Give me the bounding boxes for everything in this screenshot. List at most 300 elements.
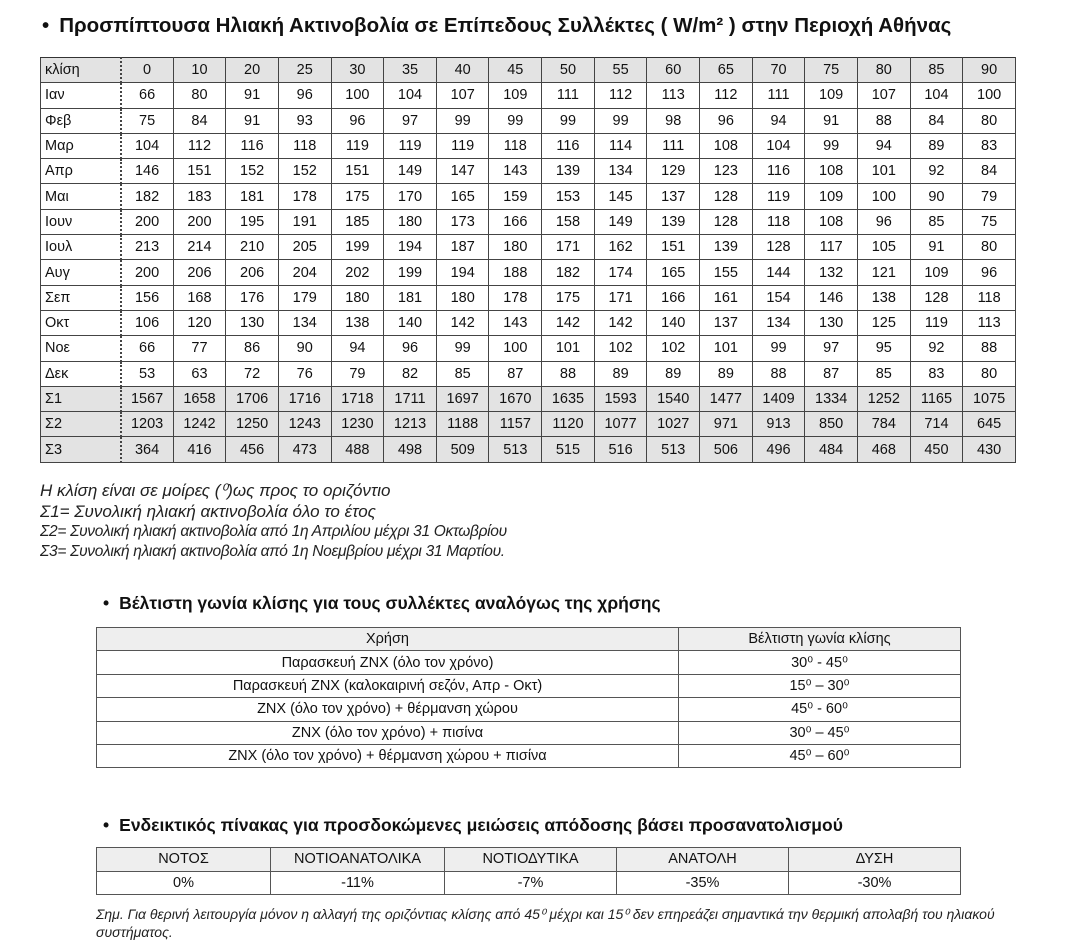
irradiance-cell: 134	[752, 310, 805, 335]
irradiance-cell: 96	[278, 83, 331, 108]
irradiance-cell: 85	[857, 361, 910, 386]
irradiance-cell: 509	[436, 437, 489, 462]
row-label: κλίση	[41, 58, 121, 83]
irradiance-cell: 96	[331, 108, 384, 133]
irradiance-cell: 116	[752, 159, 805, 184]
irradiance-cell: 178	[278, 184, 331, 209]
irradiance-cell: 149	[594, 209, 647, 234]
irradiance-cell: 77	[173, 336, 226, 361]
irradiance-cell: 116	[226, 133, 279, 158]
irradiance-cell: 1716	[278, 386, 331, 411]
irradiance-cell: 165	[647, 260, 700, 285]
irradiance-cell: 88	[752, 361, 805, 386]
irradiance-cell: 129	[647, 159, 700, 184]
irradiance-cell: 80	[173, 83, 226, 108]
irradiance-cell: 123	[700, 159, 753, 184]
sum-row	[41, 412, 1016, 437]
heading-optimal-angle-text: Βέλτιστη γωνία κλίσης για τους συλλέκτες αναλόγως της χρήσης	[119, 593, 661, 613]
irradiance-cell: 79	[331, 361, 384, 386]
irradiance-cell: 113	[647, 83, 700, 108]
irradiance-cell: 154	[752, 285, 805, 310]
irradiance-cell: 140	[384, 310, 437, 335]
table-row	[41, 285, 1016, 310]
table-row	[97, 871, 961, 895]
irradiance-cell: 152	[278, 159, 331, 184]
row-label: Ιουλ	[41, 235, 121, 260]
table-row	[41, 83, 1016, 108]
irradiance-cell: 714	[910, 412, 963, 437]
irradiance-cell: 109	[489, 83, 542, 108]
row-label: Φεβ	[41, 108, 121, 133]
irradiance-cell: 1670	[489, 386, 542, 411]
irradiance-cell: 1540	[647, 386, 700, 411]
irradiance-cell: 850	[805, 412, 858, 437]
irradiance-cell: 181	[384, 285, 437, 310]
irradiance-cell: 181	[226, 184, 279, 209]
irradiance-cell: 175	[542, 285, 595, 310]
irradiance-cell: 210	[226, 235, 279, 260]
irradiance-cell: 91	[910, 235, 963, 260]
irradiance-cell: 125	[857, 310, 910, 335]
irradiance-cell: 1706	[226, 386, 279, 411]
irradiance-cell: 175	[331, 184, 384, 209]
irradiance-cell: 94	[331, 336, 384, 361]
table-row	[41, 159, 1016, 184]
irradiance-cell: 161	[700, 285, 753, 310]
angle-cell: 45⁰ – 60⁰	[679, 744, 961, 767]
irradiance-cell: 84	[963, 159, 1016, 184]
irradiance-cell: 89	[910, 133, 963, 158]
irradiance-cell: 200	[173, 209, 226, 234]
note-sum1: Σ1= Συνολική ηλιακή ακτινοβολία όλο το έτος	[40, 502, 376, 521]
irradiance-cell: 104	[910, 83, 963, 108]
table-row	[97, 744, 961, 767]
row-label: Οκτ	[41, 310, 121, 335]
irradiance-cell: 99	[436, 108, 489, 133]
irradiance-cell: 102	[594, 336, 647, 361]
table-row	[97, 674, 961, 697]
irradiance-cell: 89	[594, 361, 647, 386]
irradiance-cell: 180	[384, 209, 437, 234]
row-label: Αυγ	[41, 260, 121, 285]
irradiance-cell: 119	[436, 133, 489, 158]
irradiance-cell: 86	[226, 336, 279, 361]
irradiance-cell: 63	[173, 361, 226, 386]
irradiance-cell: 145	[594, 184, 647, 209]
irradiance-cell: 165	[436, 184, 489, 209]
irradiance-cell: 108	[805, 209, 858, 234]
irradiance-cell: 202	[331, 260, 384, 285]
irradiance-cell: 784	[857, 412, 910, 437]
irradiance-cell: 53	[121, 361, 174, 386]
sum-row	[41, 386, 1016, 411]
row-label: Σεπ	[41, 285, 121, 310]
irradiance-cell: 112	[700, 83, 753, 108]
irradiance-cell: 1075	[963, 386, 1016, 411]
irradiance-cell: 142	[436, 310, 489, 335]
irradiance-cell: 149	[384, 159, 437, 184]
tilt-angle-header: 90	[963, 58, 1016, 83]
irradiance-cell: 119	[331, 133, 384, 158]
tilt-angle-header: 50	[542, 58, 595, 83]
sum-row	[41, 437, 1016, 462]
irradiance-cell: 82	[384, 361, 437, 386]
irradiance-cell: 200	[121, 260, 174, 285]
irradiance-cell: 143	[489, 310, 542, 335]
irradiance-cell: 80	[963, 361, 1016, 386]
tilt-angle-header: 25	[278, 58, 331, 83]
irradiance-cell: 138	[331, 310, 384, 335]
irradiance-cell: 199	[331, 235, 384, 260]
irradiance-cell: 76	[278, 361, 331, 386]
tilt-angle-header: 40	[436, 58, 489, 83]
irradiance-cell: 88	[857, 108, 910, 133]
irradiance-cell: 1334	[805, 386, 858, 411]
table-header-row	[97, 848, 961, 872]
irradiance-cell: 114	[594, 133, 647, 158]
irradiance-cell: 151	[173, 159, 226, 184]
irradiance-cell: 66	[121, 83, 174, 108]
irradiance-cell: 166	[647, 285, 700, 310]
irradiance-cell: 1157	[489, 412, 542, 437]
irradiance-cell: 99	[436, 336, 489, 361]
tilt-angle-header: 70	[752, 58, 805, 83]
irradiance-cell: 119	[752, 184, 805, 209]
irradiance-cell: 1567	[121, 386, 174, 411]
irradiance-notes	[40, 480, 507, 562]
table-row	[41, 235, 1016, 260]
irradiance-cell: 171	[594, 285, 647, 310]
irradiance-cell: 80	[963, 235, 1016, 260]
use-cell: Παρασκευή ΖΝΧ (όλο τον χρόνο)	[97, 651, 679, 674]
use-cell: ΖΝΧ (όλο τον χρόνο) + πισίνα	[97, 721, 679, 744]
irradiance-cell: 94	[752, 108, 805, 133]
tilt-angle-header: 75	[805, 58, 858, 83]
value-east: -35%	[617, 871, 789, 895]
irradiance-cell: 84	[910, 108, 963, 133]
angle-cell: 45⁰ - 60⁰	[679, 698, 961, 721]
irradiance-cell: 162	[594, 235, 647, 260]
irradiance-cell: 128	[752, 235, 805, 260]
angle-cell: 15⁰ – 30⁰	[679, 674, 961, 697]
irradiance-cell: 118	[489, 133, 542, 158]
irradiance-cell: 139	[700, 235, 753, 260]
irradiance-cell: 187	[436, 235, 489, 260]
bullet: •	[42, 14, 50, 37]
value-southeast: -11%	[271, 871, 445, 895]
irradiance-cell: 147	[436, 159, 489, 184]
table-header-row	[41, 58, 1016, 83]
irradiance-cell: 104	[752, 133, 805, 158]
irradiance-cell: 142	[542, 310, 595, 335]
irradiance-cell: 473	[278, 437, 331, 462]
irradiance-cell: 97	[384, 108, 437, 133]
irradiance-cell: 101	[857, 159, 910, 184]
table-row	[41, 260, 1016, 285]
irradiance-cell: 188	[489, 260, 542, 285]
irradiance-cell: 496	[752, 437, 805, 462]
header-southeast: ΝΟΤΙΟΑΝΑΤΟΛΙΚΑ	[271, 848, 445, 872]
irradiance-cell: 1230	[331, 412, 384, 437]
use-cell: Παρασκευή ΖΝΧ (καλοκαιρινή σεζόν, Απρ - Οκτ)	[97, 674, 679, 697]
header-use: Χρήση	[97, 628, 679, 651]
irradiance-cell: 119	[384, 133, 437, 158]
table-row	[97, 698, 961, 721]
irradiance-cell: 118	[963, 285, 1016, 310]
irradiance-cell: 176	[226, 285, 279, 310]
irradiance-cell: 113	[963, 310, 1016, 335]
irradiance-cell: 1252	[857, 386, 910, 411]
irradiance-cell: 94	[857, 133, 910, 158]
irradiance-cell: 111	[542, 83, 595, 108]
irradiance-cell: 75	[121, 108, 174, 133]
row-label: Απρ	[41, 159, 121, 184]
irradiance-cell: 194	[436, 260, 489, 285]
irradiance-cell: 156	[121, 285, 174, 310]
irradiance-cell: 199	[384, 260, 437, 285]
irradiance-cell: 100	[857, 184, 910, 209]
irradiance-cell: 143	[489, 159, 542, 184]
irradiance-cell: 506	[700, 437, 753, 462]
irradiance-cell: 182	[542, 260, 595, 285]
header-east: ΑΝΑΤΟΛΗ	[617, 848, 789, 872]
irradiance-cell: 92	[910, 159, 963, 184]
irradiance-cell: 91	[226, 83, 279, 108]
tilt-angle-header: 85	[910, 58, 963, 83]
irradiance-cell: 84	[173, 108, 226, 133]
tilt-angle-header: 65	[700, 58, 753, 83]
irradiance-cell: 913	[752, 412, 805, 437]
irradiance-cell: 1213	[384, 412, 437, 437]
orientation-losses-table	[96, 847, 961, 895]
irradiance-cell: 971	[700, 412, 753, 437]
irradiance-cell: 100	[331, 83, 384, 108]
tilt-angle-header: 10	[173, 58, 226, 83]
irradiance-cell: 178	[489, 285, 542, 310]
irradiance-cell: 174	[594, 260, 647, 285]
header-optimal-angle: Βέλτιστη γωνία κλίσης	[679, 628, 961, 651]
use-cell: ΖΝΧ (όλο τον χρόνο) + θέρμανση χώρου + πισίνα	[97, 744, 679, 767]
irradiance-cell: 132	[805, 260, 858, 285]
irradiance-cell: 1165	[910, 386, 963, 411]
irradiance-cell: 179	[278, 285, 331, 310]
note-tilt-degrees: Η κλίση είναι σε μοίρες (⁰)ως προς το οριζόντιο	[40, 481, 391, 500]
irradiance-cell: 137	[700, 310, 753, 335]
irradiance-cell: 1027	[647, 412, 700, 437]
irradiance-cell: 128	[700, 184, 753, 209]
irradiance-cell: 144	[752, 260, 805, 285]
irradiance-cell: 430	[963, 437, 1016, 462]
irradiance-cell: 191	[278, 209, 331, 234]
bullet: •	[103, 593, 110, 613]
header-south: ΝΟΤΟΣ	[97, 848, 271, 872]
irradiance-cell: 1203	[121, 412, 174, 437]
irradiance-cell: 93	[278, 108, 331, 133]
irradiance-cell: 80	[963, 108, 1016, 133]
irradiance-cell: 1718	[331, 386, 384, 411]
irradiance-cell: 166	[489, 209, 542, 234]
irradiance-cell: 116	[542, 133, 595, 158]
optimal-angle-table	[96, 627, 961, 768]
irradiance-cell: 1120	[542, 412, 595, 437]
irradiance-cell: 97	[805, 336, 858, 361]
header-west: ΔΥΣΗ	[789, 848, 961, 872]
irradiance-cell: 151	[331, 159, 384, 184]
irradiance-cell: 183	[173, 184, 226, 209]
table-row	[41, 310, 1016, 335]
tilt-angle-header: 20	[226, 58, 279, 83]
irradiance-cell: 180	[436, 285, 489, 310]
irradiance-cell: 155	[700, 260, 753, 285]
irradiance-cell: 107	[436, 83, 489, 108]
value-west: -30%	[789, 871, 961, 895]
irradiance-cell: 102	[647, 336, 700, 361]
irradiance-cell: 83	[963, 133, 1016, 158]
table-header-row	[97, 628, 961, 651]
irradiance-cell: 91	[805, 108, 858, 133]
irradiance-cell: 416	[173, 437, 226, 462]
irradiance-cell: 515	[542, 437, 595, 462]
irradiance-cell: 182	[121, 184, 174, 209]
tilt-angle-header: 30	[331, 58, 384, 83]
irradiance-cell: 88	[963, 336, 1016, 361]
table-row	[97, 651, 961, 674]
irradiance-cell: 96	[857, 209, 910, 234]
irradiance-cell: 139	[542, 159, 595, 184]
irradiance-cell: 66	[121, 336, 174, 361]
irradiance-cell: 118	[752, 209, 805, 234]
tilt-angle-header: 80	[857, 58, 910, 83]
heading-orientation-losses	[103, 815, 843, 836]
irradiance-cell: 108	[805, 159, 858, 184]
irradiance-cell: 170	[384, 184, 437, 209]
irradiance-cell: 468	[857, 437, 910, 462]
row-label: Ιουν	[41, 209, 121, 234]
angle-cell: 30⁰ - 45⁰	[679, 651, 961, 674]
irradiance-cell: 108	[700, 133, 753, 158]
irradiance-cell: 87	[489, 361, 542, 386]
irradiance-cell: 146	[805, 285, 858, 310]
irradiance-cell: 109	[805, 83, 858, 108]
irradiance-cell: 194	[384, 235, 437, 260]
irradiance-cell: 151	[647, 235, 700, 260]
value-south: 0%	[97, 871, 271, 895]
irradiance-cell: 645	[963, 412, 1016, 437]
irradiance-cell: 1077	[594, 412, 647, 437]
heading-irradiance-text: Προσπίπτουσα Ηλιακή Ακτινοβολία σε Επίπεδους Συλλέκτες ( W/m² ) στην Περιοχή Αθήνας	[59, 14, 952, 37]
irradiance-cell: 111	[647, 133, 700, 158]
irradiance-cell: 99	[594, 108, 647, 133]
irradiance-cell: 1697	[436, 386, 489, 411]
heading-optimal-angle	[103, 593, 661, 614]
irradiance-cell: 200	[121, 209, 174, 234]
irradiance-cell: 134	[278, 310, 331, 335]
row-label: Μαρ	[41, 133, 121, 158]
irradiance-cell: 1243	[278, 412, 331, 437]
table-row	[41, 361, 1016, 386]
irradiance-cell: 130	[805, 310, 858, 335]
irradiance-cell: 128	[700, 209, 753, 234]
irradiance-cell: 112	[173, 133, 226, 158]
irradiance-cell: 101	[542, 336, 595, 361]
use-cell: ΖΝΧ (όλο τον χρόνο) + θέρμανση χώρου	[97, 698, 679, 721]
irradiance-cell: 79	[963, 184, 1016, 209]
irradiance-cell: 87	[805, 361, 858, 386]
header-southwest: ΝΟΤΙΟΔΥΤΙΚΑ	[445, 848, 617, 872]
irradiance-cell: 456	[226, 437, 279, 462]
irradiance-cell: 120	[173, 310, 226, 335]
irradiance-cell: 89	[700, 361, 753, 386]
irradiance-cell: 498	[384, 437, 437, 462]
angle-cell: 30⁰ – 45⁰	[679, 721, 961, 744]
irradiance-cell: 214	[173, 235, 226, 260]
irradiance-cell: 111	[752, 83, 805, 108]
irradiance-cell: 112	[594, 83, 647, 108]
irradiance-table	[40, 57, 1016, 463]
irradiance-cell: 119	[910, 310, 963, 335]
irradiance-cell: 83	[910, 361, 963, 386]
irradiance-cell: 85	[910, 209, 963, 234]
note-sum2: Σ2= Συνολική ηλιακή ακτινοβολία από 1η Απριλίου μέχρι 31 Οκτωβρίου	[40, 523, 507, 540]
tilt-angle-header: 55	[594, 58, 647, 83]
irradiance-cell: 205	[278, 235, 331, 260]
irradiance-cell: 85	[436, 361, 489, 386]
irradiance-cell: 138	[857, 285, 910, 310]
irradiance-cell: 364	[121, 437, 174, 462]
irradiance-cell: 1188	[436, 412, 489, 437]
irradiance-cell: 98	[647, 108, 700, 133]
irradiance-cell: 105	[857, 235, 910, 260]
irradiance-cell: 99	[489, 108, 542, 133]
irradiance-cell: 488	[331, 437, 384, 462]
irradiance-cell: 450	[910, 437, 963, 462]
note-sum3: Σ3= Συνολική ηλιακή ακτινοβολία από 1η Νοεμβρίου μέχρι 31 Μαρτίου.	[40, 543, 505, 560]
irradiance-cell: 130	[226, 310, 279, 335]
row-label: Νοε	[41, 336, 121, 361]
irradiance-cell: 168	[173, 285, 226, 310]
irradiance-cell: 99	[542, 108, 595, 133]
irradiance-cell: 117	[805, 235, 858, 260]
irradiance-cell: 109	[805, 184, 858, 209]
irradiance-cell: 88	[542, 361, 595, 386]
heading-orientation-losses-text: Ενδεικτικός πίνακας για προσδοκώμενες μειώσεις απόδοσης βάσει προσανατολισμού	[119, 815, 843, 835]
irradiance-cell: 96	[963, 260, 1016, 285]
irradiance-cell: 1477	[700, 386, 753, 411]
irradiance-cell: 106	[121, 310, 174, 335]
irradiance-cell: 96	[700, 108, 753, 133]
value-southwest: -7%	[445, 871, 617, 895]
irradiance-cell: 90	[278, 336, 331, 361]
row-label: Μαι	[41, 184, 121, 209]
irradiance-cell: 1593	[594, 386, 647, 411]
table-row	[41, 209, 1016, 234]
irradiance-cell: 107	[857, 83, 910, 108]
row-label: Σ1	[41, 386, 121, 411]
irradiance-cell: 99	[805, 133, 858, 158]
irradiance-cell: 180	[489, 235, 542, 260]
row-label: Δεκ	[41, 361, 121, 386]
row-label: Ιαν	[41, 83, 121, 108]
irradiance-cell: 213	[121, 235, 174, 260]
irradiance-cell: 104	[384, 83, 437, 108]
table-row	[41, 133, 1016, 158]
irradiance-cell: 195	[226, 209, 279, 234]
irradiance-cell: 104	[121, 133, 174, 158]
irradiance-cell: 137	[647, 184, 700, 209]
bullet: •	[103, 815, 110, 835]
irradiance-cell: 140	[647, 310, 700, 335]
irradiance-cell: 109	[910, 260, 963, 285]
